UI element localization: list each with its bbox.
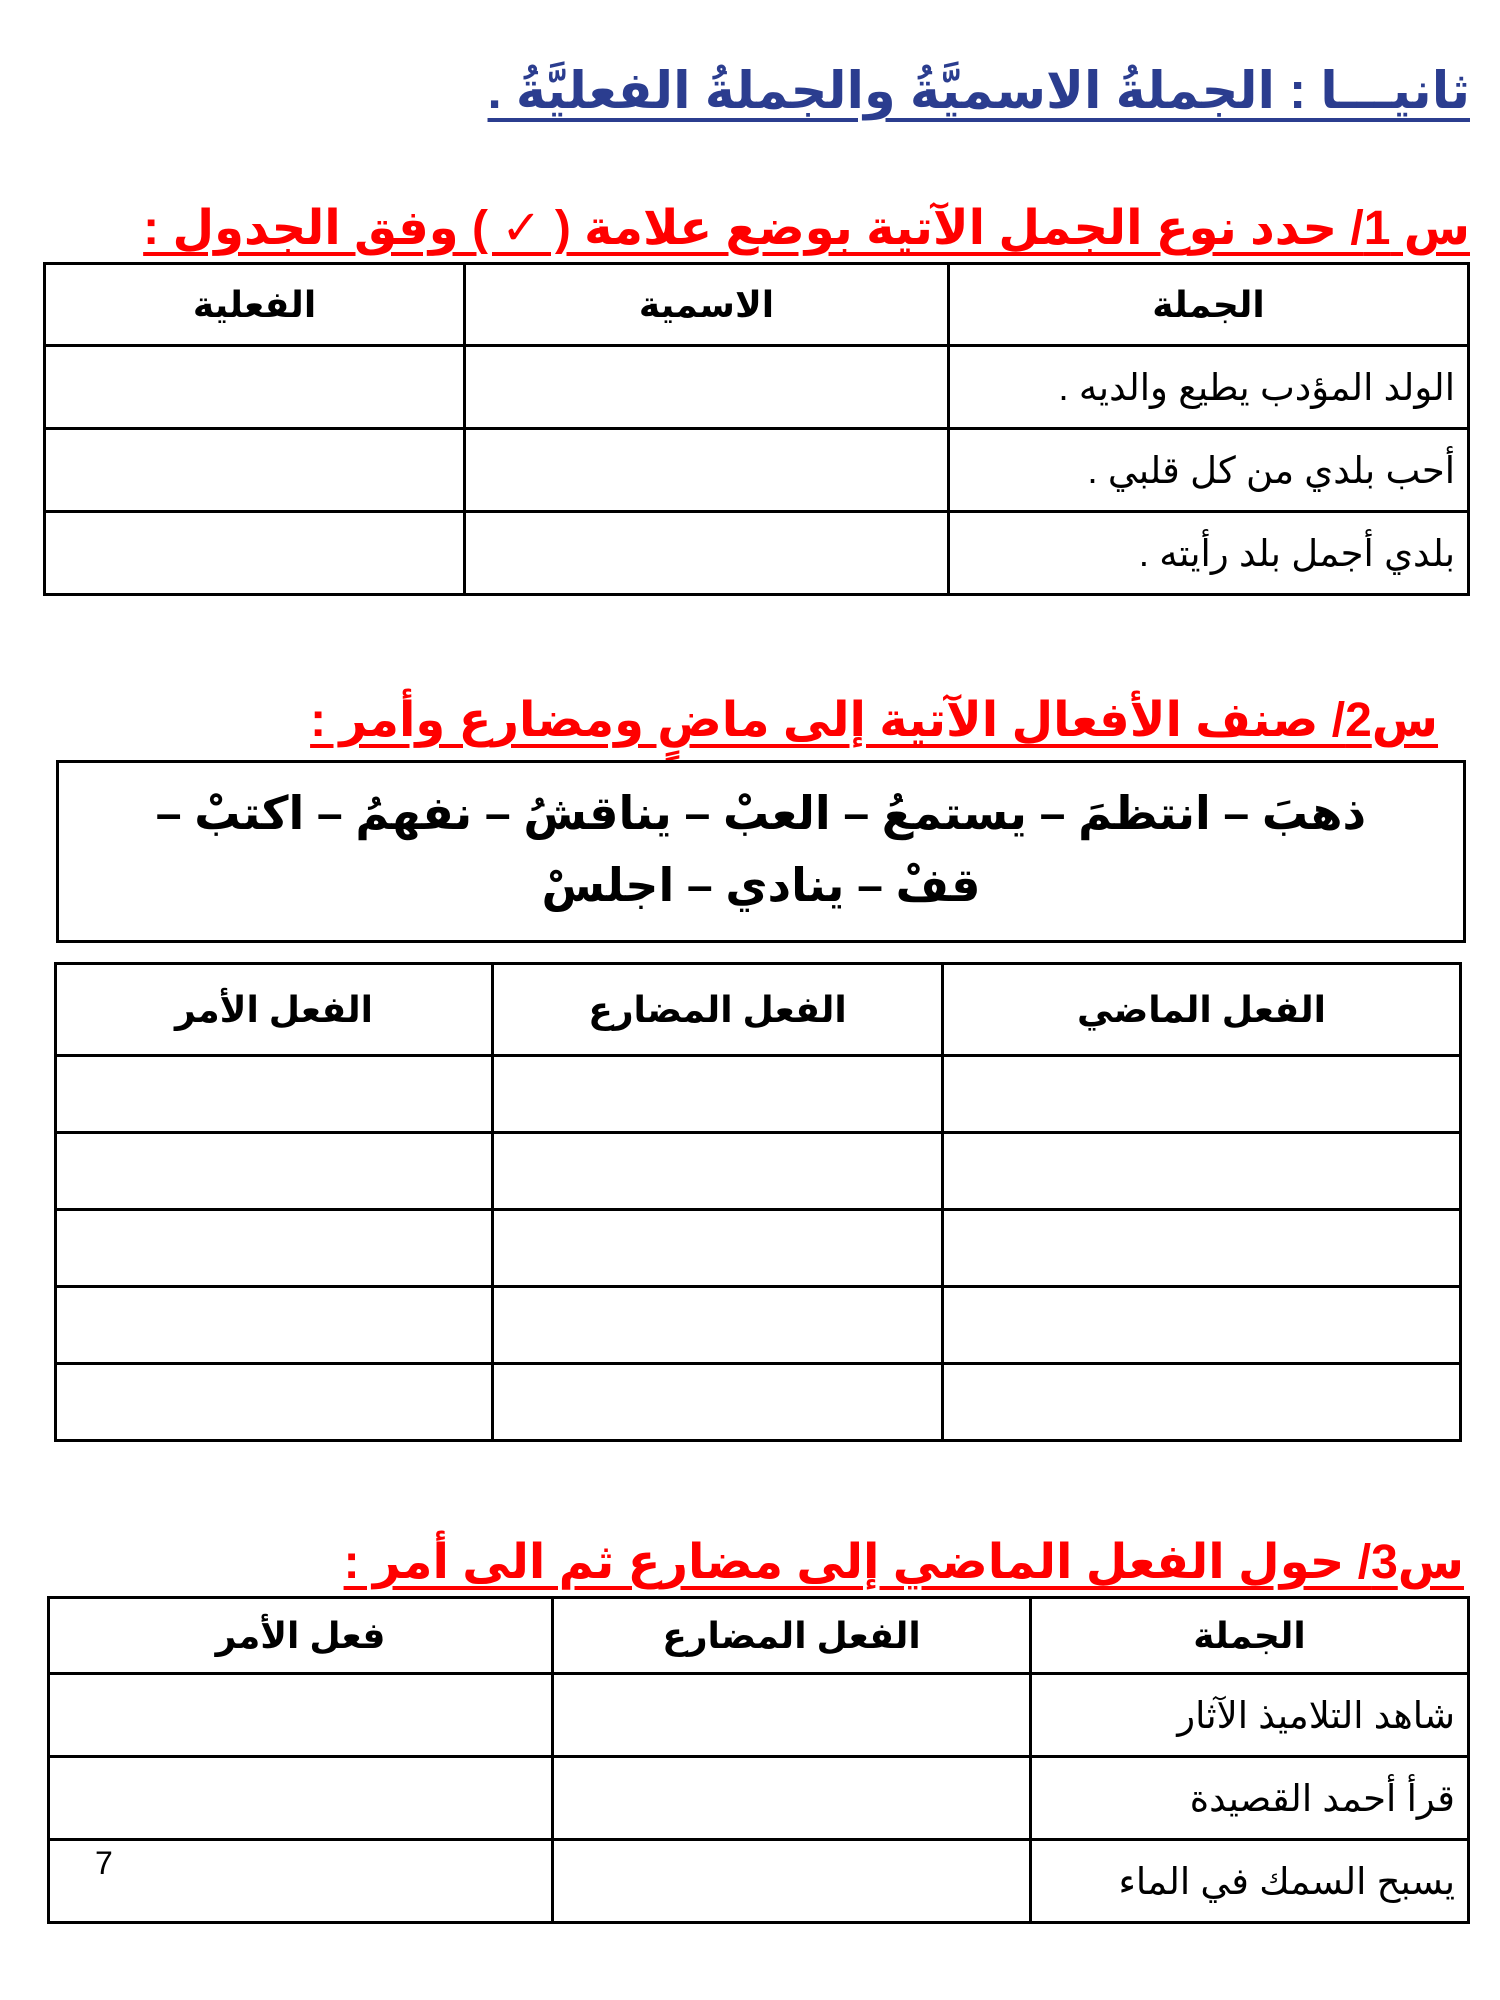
q3-heading: س3/ حول الفعل الماضي إلى مضارع ثم الى أمر : (343, 1536, 1464, 1589)
q3-row-sentence: يسبح السمك في الماء (1031, 1840, 1469, 1923)
q2-imperative-cell[interactable] (56, 1287, 493, 1364)
q1-nominal-cell[interactable] (465, 512, 949, 595)
q2-present-cell[interactable] (493, 1364, 943, 1441)
q2-past-cell[interactable] (943, 1287, 1461, 1364)
q1-nominal-cell[interactable] (465, 346, 949, 429)
q3-header-sentence: الجملة (1031, 1598, 1469, 1674)
q2-header-past: الفعل الماضي (943, 964, 1461, 1056)
q2-table (54, 962, 1462, 1442)
q2-imperative-cell[interactable] (56, 1056, 493, 1133)
q1-heading: س 1/ حدد نوع الجمل الآتية بوضع علامة ( ✓ ) وفق الجدول : (143, 202, 1470, 255)
verbs-box (56, 760, 1466, 943)
q2-past-cell[interactable] (943, 1364, 1461, 1441)
q2-imperative-cell[interactable] (56, 1133, 493, 1210)
page-title: ثانيـــا : الجملةُ الاسميَّةُ والجملةُ الفعليَّةُ . (487, 62, 1470, 119)
q2-present-cell[interactable] (493, 1133, 943, 1210)
q2-present-cell[interactable] (493, 1210, 943, 1287)
q2-imperative-cell[interactable] (56, 1364, 493, 1441)
verbs-line-1: ذهبَ – انتظمَ – يستمعُ – العبْ – يناقشُ – نفهمُ – اكتبْ – (155, 787, 1367, 839)
q3-present-cell[interactable] (553, 1674, 1031, 1757)
q2-header-present: الفعل المضارع (493, 964, 943, 1056)
q3-row-sentence: شاهد التلاميذ الآثار (1031, 1674, 1469, 1757)
q1-nominal-cell[interactable] (465, 429, 949, 512)
q1-row-sentence: أحب بلدي من كل قلبي . (949, 429, 1469, 512)
verbs-line-2: قفْ – ينادي – اجلسْ (541, 859, 981, 911)
q1-row-sentence: بلدي أجمل بلد رأيته . (949, 512, 1469, 595)
q2-present-cell[interactable] (493, 1056, 943, 1133)
q1-table (43, 262, 1470, 596)
q3-header-present: الفعل المضارع (553, 1598, 1031, 1674)
q2-past-cell[interactable] (943, 1056, 1461, 1133)
q1-header-sentence: الجملة (949, 264, 1469, 346)
q2-past-cell[interactable] (943, 1210, 1461, 1287)
q1-row-sentence: الولد المؤدب يطيع والديه . (949, 346, 1469, 429)
q2-heading: س2/ صنف الأفعال الآتية إلى ماضٍ ومضارع وأمر : (310, 694, 1438, 747)
q3-imperative-cell[interactable] (49, 1840, 553, 1923)
q1-verbal-cell[interactable] (45, 346, 465, 429)
q1-verbal-cell[interactable] (45, 429, 465, 512)
q3-imperative-cell[interactable] (49, 1757, 553, 1840)
q3-table (47, 1596, 1470, 1924)
page-number: 7 (95, 1845, 113, 1881)
q2-header-imperative: الفعل الأمر (56, 964, 493, 1056)
q3-row-sentence: قرأ أحمد القصيدة (1031, 1757, 1469, 1840)
q1-header-nominal: الاسمية (465, 264, 949, 346)
q3-present-cell[interactable] (553, 1840, 1031, 1923)
q3-imperative-cell[interactable] (49, 1674, 553, 1757)
q2-past-cell[interactable] (943, 1133, 1461, 1210)
q2-present-cell[interactable] (493, 1287, 943, 1364)
q1-header-verbal: الفعلية (45, 264, 465, 346)
q3-present-cell[interactable] (553, 1757, 1031, 1840)
q3-header-imperative: فعل الأمر (49, 1598, 553, 1674)
q2-imperative-cell[interactable] (56, 1210, 493, 1287)
q1-verbal-cell[interactable] (45, 512, 465, 595)
